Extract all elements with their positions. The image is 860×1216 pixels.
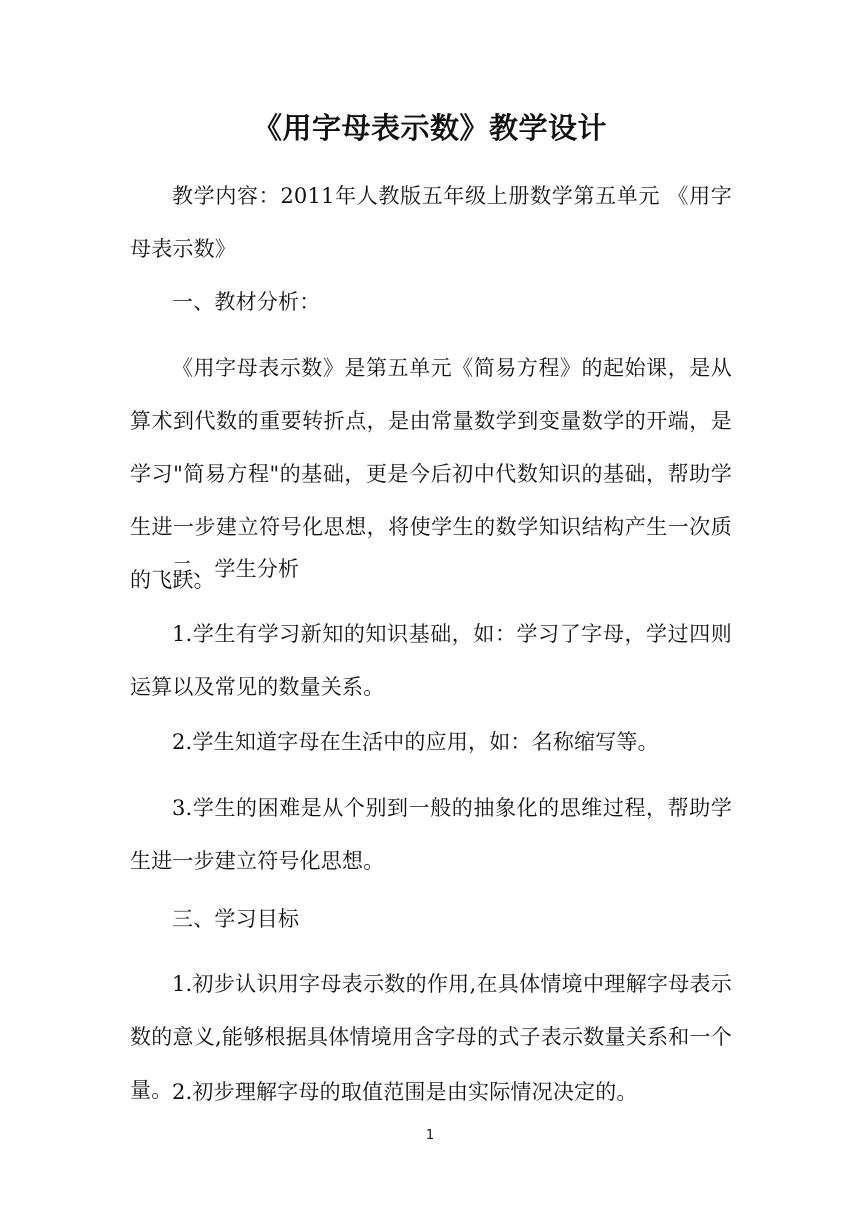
student-analysis-item-3: 3.学生的困难是从个别到一般的抽象化的思维过程，帮助学生进一步建立符号化思想。 — [130, 796, 732, 873]
section-heading-student-analysis: 二、学生分析 — [172, 557, 300, 581]
student-analysis-item-2: 2.学生知道字母在生活中的应用，如：名称缩写等。 — [172, 730, 659, 754]
document-title: 《用字母表示数》教学设计 — [252, 111, 607, 145]
learning-goal-item-2: 2.初步理解字母的取值范围是由实际情况决定的。 — [172, 1080, 638, 1104]
section-heading-learning-goals: 三、学习目标 — [172, 907, 300, 931]
content-line: 教学内容：2011年人教版五年级上册数学第五单元 《用字母表示数》 — [130, 184, 732, 261]
section-heading-textbook-analysis: 一、教材分析： — [172, 290, 321, 314]
student-analysis-item-1: 1.学生有学习新知的知识基础，如：学习了字母，学过四则运算以及常见的数量关系。 — [130, 622, 732, 699]
page-number: 1 — [425, 1128, 435, 1143]
textbook-analysis-paragraph: 《用字母表示数》是第五单元《简易方程》的起始课，是从算术到代数的重要转折点，是由常量数学到变量数学的开端，是学习"简易方程"的基础，更是今后初中代数知识的基础，帮助学生进一步建立符号化思想，将使学生的数学知识结构产生一次质的飞跃。 — [130, 356, 732, 592]
learning-goal-item-1: 1.初步认识用字母表示数的作用,在具体情境中理解字母表示数的意义,能够根据具体情境用含字母的式子表示数量关系和一个量。 — [130, 972, 732, 1102]
